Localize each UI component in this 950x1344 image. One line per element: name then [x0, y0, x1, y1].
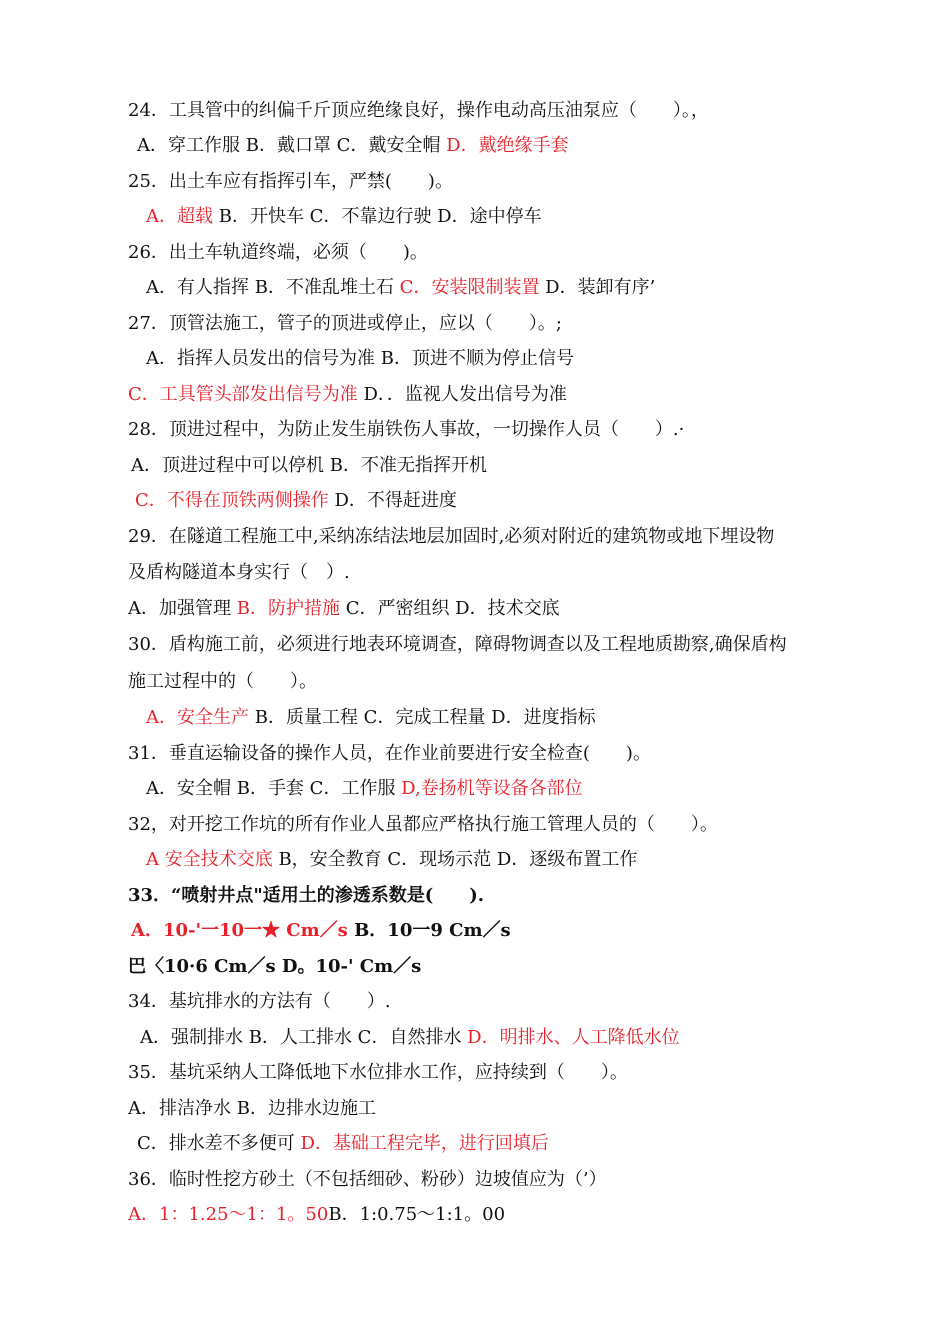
text-line — [128, 1169, 607, 1191]
text-line — [137, 1133, 549, 1155]
question-text: 26．出土车轨道终端，必须（ )。 — [128, 242, 428, 263]
question-text: C．严密组织 D．技术交底 — [339, 598, 560, 619]
question-text: A．指挥人员发出的信号为准 B．顶进不顺为停止信号 — [146, 348, 574, 369]
text-line — [131, 920, 511, 942]
question-text: 及盾构隧道本身实行（ ）. — [128, 562, 350, 583]
text-line — [146, 849, 637, 871]
answer-text: C．工具管头部发出信号为准 — [128, 384, 358, 405]
question-text: 34．基坑排水的方法有（ ）. — [128, 991, 391, 1012]
text-line — [128, 1062, 628, 1084]
answer-text: C．不得在顶铁两侧操作 — [135, 490, 329, 511]
text-line — [128, 313, 562, 335]
question-text: B．质量工程 C．完成工程量 D．进度指标 — [249, 707, 596, 728]
answer-text: A 安全技术交底 — [146, 849, 273, 870]
answer-text: D．基础工程完毕，进行回填后 — [300, 1133, 549, 1154]
question-text: 33．“喷射井点"适用土的渗透系数是( ). — [128, 885, 485, 906]
question-text: 36．临时性挖方砂土（不包括细砂、粉砂）边坡值应为（’） — [128, 1169, 607, 1190]
text-line — [146, 206, 542, 228]
text-line — [128, 526, 774, 548]
text-line — [128, 242, 428, 264]
text-line — [128, 384, 567, 406]
text-line — [128, 671, 317, 693]
answer-text: A．超载 — [146, 206, 213, 227]
text-line — [128, 598, 560, 620]
answer-text: A．安全生产 — [146, 707, 249, 728]
answer-text: A．10-'一10一★ Cm／s — [131, 920, 348, 941]
question-text: A．安全帽 B．手套 C．工作服 — [146, 778, 402, 799]
question-text: 29．在隧道工程施工中,采纳冻结法地层加固时,必须对附近的建筑物或地下埋设物 — [128, 526, 775, 547]
question-text: 31．垂直运输设备的操作人员，在作业前要进行安全检查( )。 — [128, 743, 651, 764]
question-text: 30．盾构施工前，必须进行地表环境调查，障碍物调查以及工程地质勘察,确保盾构 — [128, 634, 787, 655]
answer-text: C．安装限制装置 — [399, 277, 540, 298]
text-line — [140, 1027, 680, 1049]
answer-text: D．明排水、人工降低水位 — [467, 1027, 680, 1048]
question-text: D．不得赶进度 — [328, 490, 457, 511]
text-line — [128, 885, 484, 907]
question-text: D．装卸有序’ — [539, 277, 656, 298]
question-text: B．1:0.75～1:1。00 — [328, 1204, 506, 1225]
text-line — [146, 348, 574, 370]
question-text: A．有人指挥 B．不准乱堆土石 — [146, 277, 400, 298]
question-text: 35．基坑采纳人工降低地下水位排水工作，应持续到（ ）。 — [128, 1062, 628, 1083]
question-text: 24．工具管中的纠偏千斤顶应绝缘良好，操作电动高压油泵应（ ）。， — [128, 100, 709, 121]
text-line — [128, 1098, 376, 1120]
text-line — [128, 956, 421, 978]
answer-text: A．1：1.25～1：1。50 — [128, 1204, 329, 1225]
text-line — [137, 135, 569, 157]
text-line — [128, 419, 684, 441]
answer-text: D,卷扬机等设备各部位 — [401, 778, 583, 799]
text-line — [146, 707, 596, 729]
text-line — [135, 490, 457, 512]
text-line — [128, 991, 391, 1013]
question-text: D．．监视人发出信号为准 — [357, 384, 567, 405]
question-text: C．排水差不多便可 — [137, 1133, 301, 1154]
text-line — [128, 634, 787, 656]
text-line — [128, 171, 453, 193]
text-line — [146, 778, 583, 800]
question-text: A．顶进过程中可以停机 B．不准无指挥开机 — [131, 455, 487, 476]
text-line — [128, 743, 651, 765]
answer-text: D．戴绝缘手套 — [446, 135, 569, 156]
text-line — [128, 814, 718, 836]
question-text: 28．顶进过程中，为防止发生崩铁伤人事故，一切操作人员（ ）.· — [128, 419, 685, 440]
question-text: B．开快车 C．不靠边行驶 D．途中停车 — [213, 206, 542, 227]
answer-text: B．防护措施 — [236, 598, 340, 619]
question-text: A．排洁净水 B．边排水边施工 — [128, 1098, 376, 1119]
question-text: 32，对开挖工作坑的所有作业人虽都应严格执行施工管理人员的（ ）。 — [128, 814, 718, 835]
question-text: 27．顶管法施工，管子的顶进或停止，应以（ ）。; — [128, 313, 562, 334]
question-text: 25．出土车应有指挥引车，严禁( )。 — [128, 171, 453, 192]
question-text: B，安全教育 C．现场示范 D．逐级布置工作 — [272, 849, 638, 870]
text-line — [131, 455, 487, 477]
question-text: 巴〈10·6 Cm／s D。10-' Cm／s — [128, 956, 422, 977]
question-text: A．加强管理 — [128, 598, 237, 619]
text-line — [128, 1204, 505, 1226]
text-line — [128, 562, 350, 584]
question-text: B．10一9 Cm／s — [347, 920, 511, 941]
question-text: A．强制排水 B．人工排水 C．自然排水 — [140, 1027, 468, 1048]
question-text: 施工过程中的（ ）。 — [128, 671, 317, 692]
text-line — [128, 100, 709, 122]
text-line — [146, 277, 655, 299]
question-text: A．穿工作服 B．戴口罩 C．戴安全帽 — [137, 135, 447, 156]
